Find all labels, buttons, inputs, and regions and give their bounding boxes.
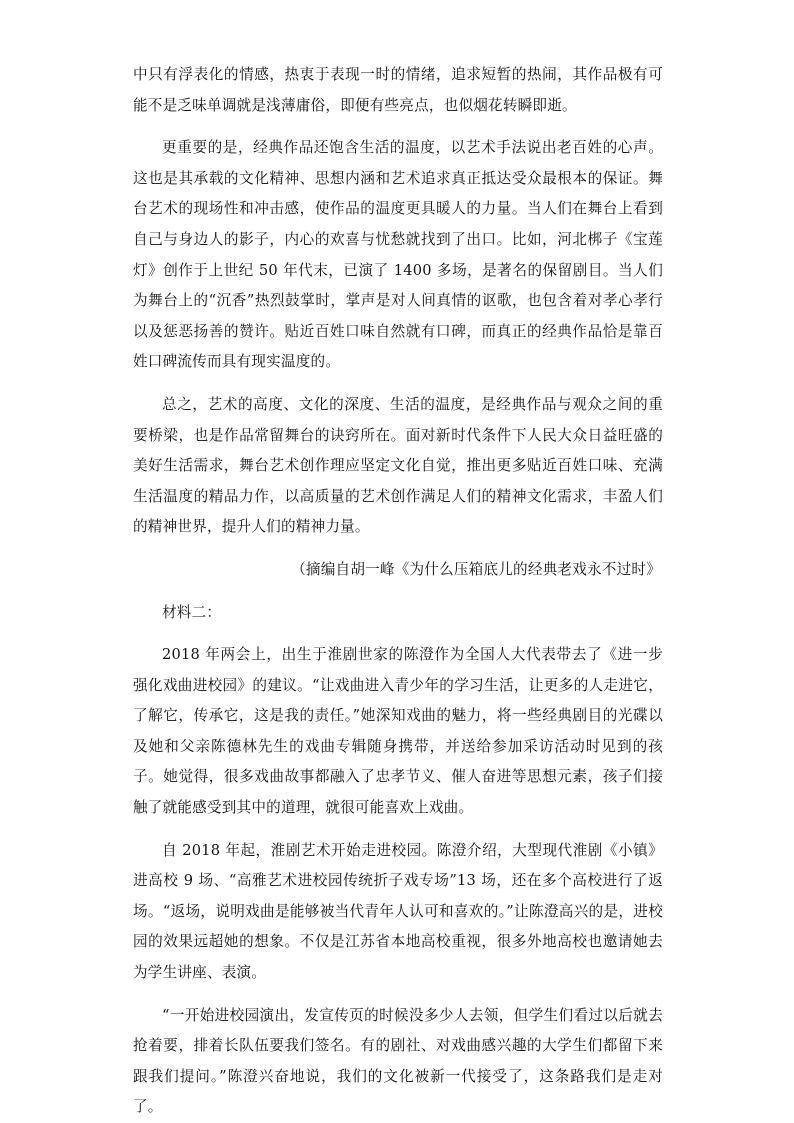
paragraph-campus-tour: 自 2018 年起，淮剧艺术开始走进校园。陈澄介绍，大型现代淮剧《小镇》进高校 9 场、“高雅艺术进校园传统折子戏专场”13 场，还在多个高校进行了返场。“返场，说明戏曲是能够被当代青年人认可和喜欢的。”让陈澄高兴的是，进校园的效果远超她的想象。不仅是江苏省本地高校重视，很多外地高校也邀请她去为学生讲座、表演。: [133, 841, 663, 982]
source-citation: （摘编自胡一峰《为什么压箱底儿的经典老戏永不过时》: [291, 560, 661, 578]
document-page: [133, 60, 663, 1123]
paragraph-conclusion: 总之，艺术的高度、文化的深度、生活的温度，是经典作品与观众之间的重要桥梁，也是作品常留舞台的诀窍所在。面对新时代条件下人民大众日益旺盛的美好生活需求，舞台艺术创作理应坚定文化自觉，推出更多贴近百姓口味、充满生活温度的精品力作，以高质量的艺术创作满足人们的精神文化需求，丰盈人们的精神世界，提升人们的精神力量。: [133, 395, 663, 536]
paragraph-life-warmth: 更重要的是，经典作品还饱含生活的温度，以艺术手法说出老百姓的心声。这也是其承载的文化精神、思想内涵和艺术追求真正抵达受众最根本的保证。舞台艺术的现场性和冲击感，使作品的温度更具暖人的力量。当人们在舞台上看到自己与身边人的影子，内心的欢喜与忧愁就找到了出口。比如，河北梆子《宝莲灯》创作于上世纪 50 年代末，已演了 1400 多场，是著名的保留剧目。当人们为舞台上的“沉香”热烈鼓掌时，掌声是对人间真情的讴歌，也包含着对孝心孝行以及惩恶扬善的赞许。贴近百姓口味自然就有口碑，而真正的经典作品恰是靠百姓口碑流传而具有现实温度的。: [133, 139, 663, 371]
paragraph-continuation: 中只有浮表化的情感，热衷于表现一时的情绪，追求短暂的热闹，其作品极有可能不是乏味单调就是浅薄庸俗，即便有些亮点，也似烟花转瞬即逝。: [133, 66, 663, 114]
paragraph-two-sessions: 2018 年两会上，出生于淮剧世家的陈澄作为全国人大代表带去了《进一步强化戏曲进校园》的建议。“让戏曲进入青少年的学习生活，让更多的人走进它，了解它，传承它，这是我的责任。”她深知戏曲的魅力，将一些经典剧目的光碟以及她和父亲陈德林先生的戏曲专辑随身携带，并送给参加采访活动时见到的孩子。她觉得，很多戏曲故事都融入了忠孝节义、催人奋进等思想元素，孩子们接触了就能感受到其中的道理，就很可能喜欢上戏曲。: [133, 646, 663, 817]
section-heading-material-two: 材料二：: [162, 603, 222, 621]
paragraph-student-response: “一开始进校园演出，发宣传页的时候没多少人去领，但学生们看过以后就去抢着要，排着长队伍要我们签名。有的剧社、对戏曲感兴趣的大学生们都留下来跟我们提问。”陈澄兴奋地说，我们的文化被新一代接受了，这条路我们是走对了。: [133, 1006, 663, 1116]
